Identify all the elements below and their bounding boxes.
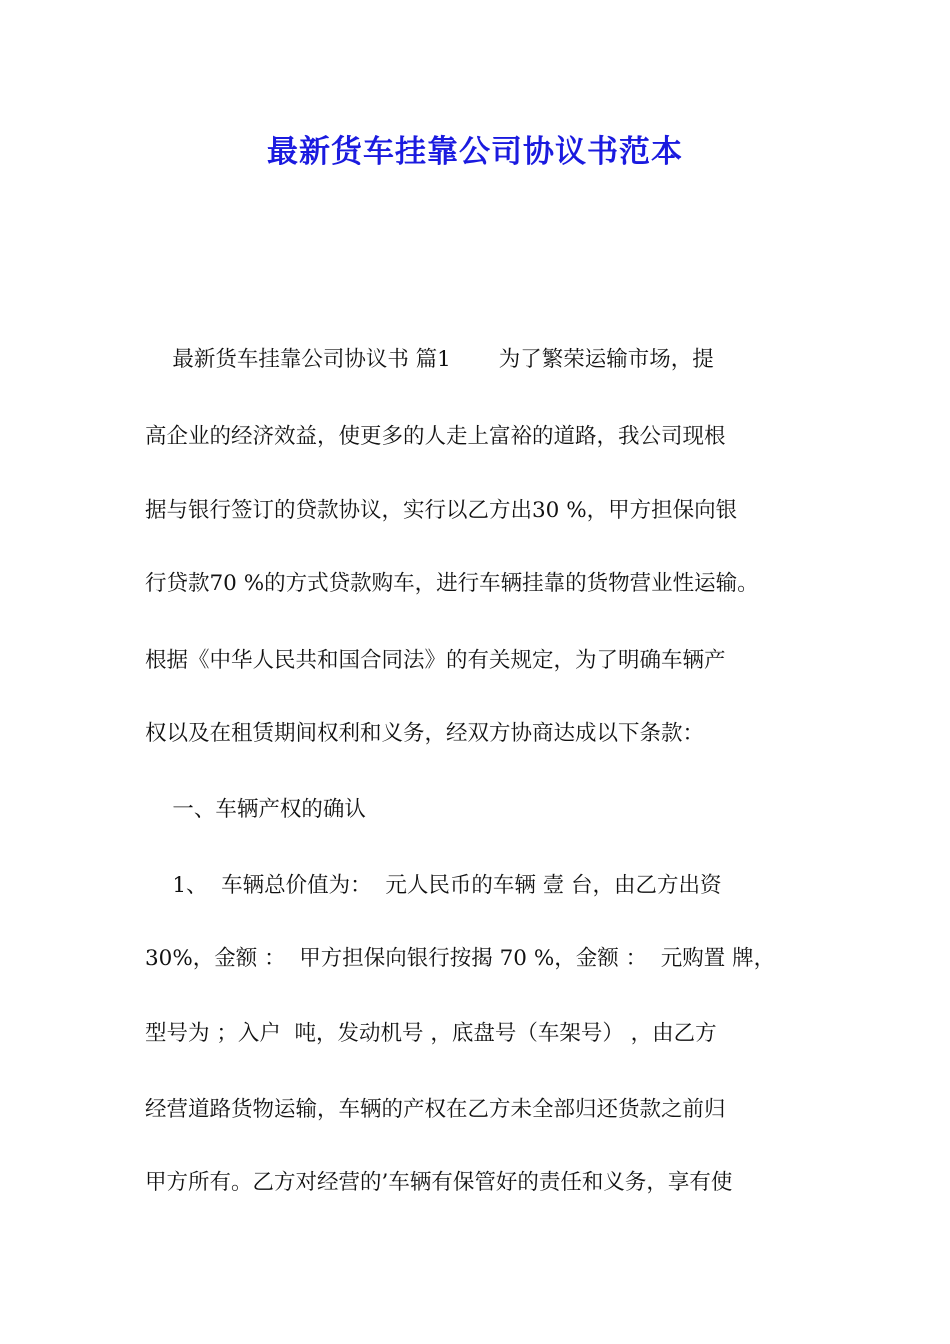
- body-line: 高企业的经济效益，使更多的人走上富裕的道路，我公司现根: [145, 424, 726, 449]
- body-line: 1、 车辆总价值为： 元人民币的车辆 壹 台，由乙方出资: [145, 873, 722, 898]
- document-title: 最新货车挂靠公司协议书范本: [267, 134, 683, 170]
- body-line: 根据《中华人民共和国合同法》的有关规定，为了明确车辆产: [145, 648, 726, 673]
- body-line: 权以及在租赁期间权利和义务，经双方协商达成以下条款：: [145, 721, 705, 746]
- body-line: 最新货车挂靠公司协议书 篇1 为了繁荣运输市场，提: [145, 347, 714, 372]
- body-line: 甲方所有。乙方对经营的’车辆有保管好的责任和义务，享有使: [145, 1170, 733, 1195]
- body-line: 型号为 ；入户 吨，发动机号 ，底盘号（车架号） ，由乙方: [145, 1021, 717, 1046]
- section-heading: 一、车辆产权的确认: [145, 797, 366, 822]
- body-line: 经营道路货物运输，车辆的产权在乙方未全部归还货款之前归: [145, 1097, 726, 1122]
- body-line: 行贷款70 %的方式贷款购车，进行车辆挂靠的货物营业性运输。: [145, 571, 759, 596]
- body-line: 30%，金额 ： 甲方担保向银行按揭 70 %，金额 ： 元购置 牌，: [145, 946, 776, 971]
- body-line: 据与银行签订的贷款协议，实行以乙方出30 %，甲方担保向银: [145, 498, 738, 523]
